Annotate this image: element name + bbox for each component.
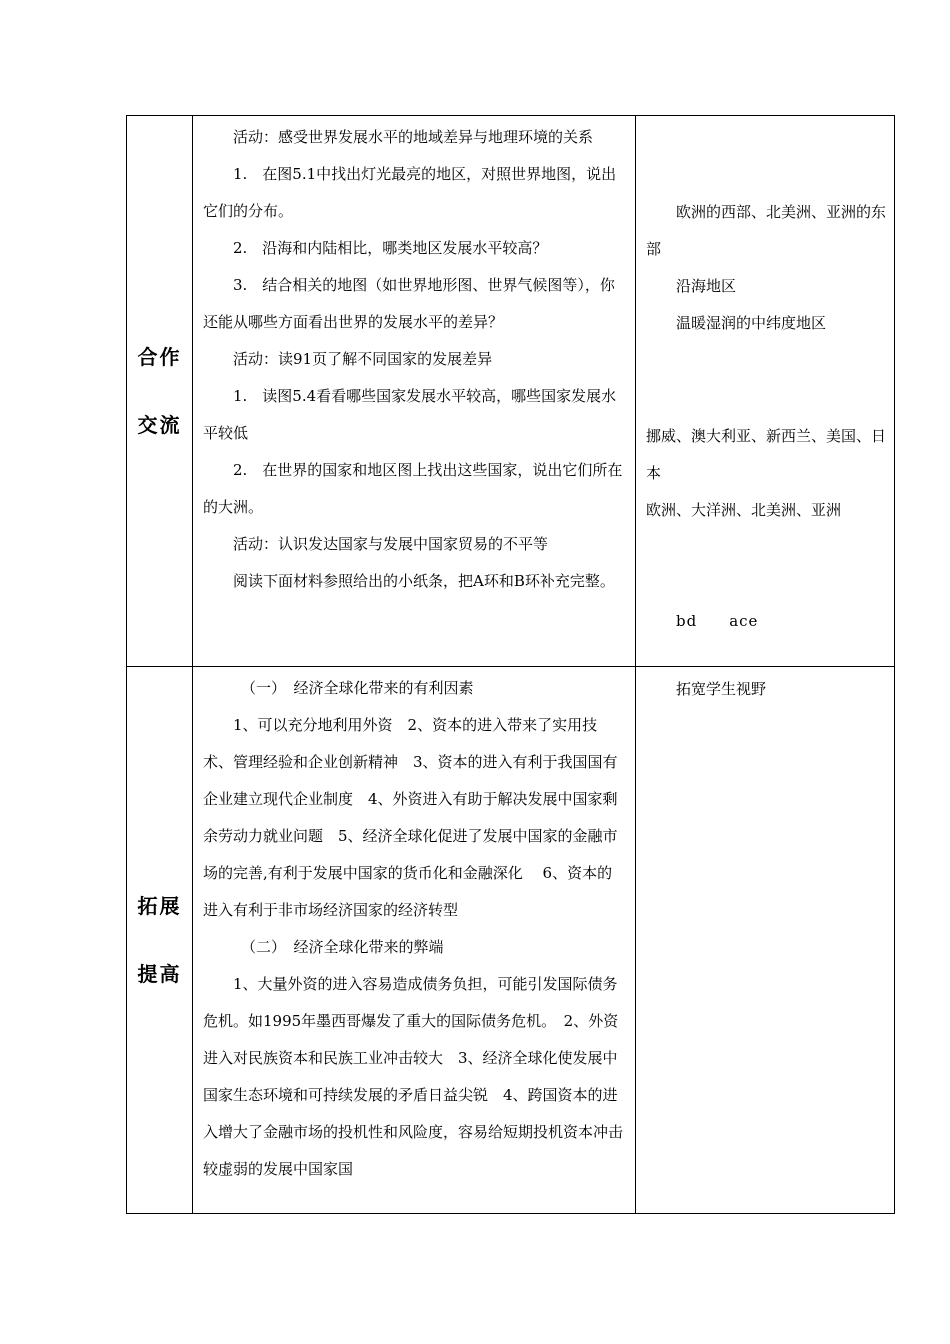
subsection-heading: （一） 经济全球化带来的有利因素 [241,679,474,697]
paragraph: 1、可以充分地利用外资 2、资本的进入带来了实用技术、管理经验和企业创新精神 3、资本的进入有利于我国国有企业建立现代企业制度 4、外资进入有助于解决发展中国家剩余劳动力就业问题 5、经济全球化促进了发展中国家的金融市场的完善,有利于发展中国家的货币化和金融深化 6、资本的进入有利于非市场经济国家的经济转型 [203,716,618,919]
answer-note: 沿海地区 [676,277,737,295]
section-label [127,872,192,1008]
activity-question: 1. 在图5.1中找出灯光最亮的地区，对照世界地图，说出它们的分布。 [203,165,617,220]
lesson-plan-table [126,115,895,1214]
answer-note: 拓宽学生视野 [676,680,767,698]
activity-heading: 活动：感受世界发展水平的地域差异与地理环境的关系 [233,128,594,146]
activity-question: 1. 读图5.4看看哪些国家发展水平较高，哪些国家发展水平较低 [203,387,617,442]
extension-content-cell [193,667,636,1214]
subsection-heading: （二） 经济全球化带来的弊端 [241,938,444,956]
table-row-extension [127,667,895,1214]
activity-instruction: 阅读下面材料参照给出的小纸条，把A环和B环补充完整。 [233,572,615,590]
activity-question: 2. 在世界的国家和地区图上找出这些国家，说出它们所在的大洲。 [203,461,623,516]
answer-note: 温暖湿润的中纬度地区 [676,314,827,332]
notes-cell [636,667,895,1214]
answer-note: 欧洲的西部、北美洲、亚洲的东部 [646,203,887,258]
answer-note: bd ace [676,612,759,630]
table-row-cooperation [127,116,895,667]
section-label-cell [127,116,193,667]
section-label-cell [127,667,193,1214]
activity-question: 2. 沿海和内陆相比，哪类地区发展水平较高？ [233,239,548,257]
activity-heading: 活动：读91页了解不同国家的发展差异 [233,350,493,368]
notes-cell [636,116,895,667]
activity-question: 3. 结合相关的地图（如世界地形图、世界气候图等），你还能从哪些方面看出世界的发展水平的差异？ [203,276,615,331]
paragraph: 1、大量外资的进入容易造成债务负担，可能引发国际债务危机。如1995年墨西哥爆发了重大的国际债务危机。 2、外资进入对民族资本和民族工业冲击较大 3、经济全球化使发展中国家生态环境和可持续发展的矛盾日益尖锐 4、跨国资本的进入增大了金融市场的投机性和风险度，容易给短期投机资本冲击较虚弱的发展中国家国 [203,975,624,1178]
section-label-line: 拓展 [137,894,182,918]
activity-heading: 活动：认识发达国家与发展中国家贸易的不平等 [233,535,549,553]
answer-note: 欧洲、大洋洲、北美洲、亚洲 [646,501,842,519]
section-label-line: 合作 [137,345,182,369]
activity-content-cell [193,116,636,667]
section-label-line: 提高 [137,962,182,986]
section-label [127,323,192,459]
section-label-line: 交流 [137,413,182,437]
answer-note: 挪威、澳大利亚、新西兰、美国、日本 [646,427,887,482]
